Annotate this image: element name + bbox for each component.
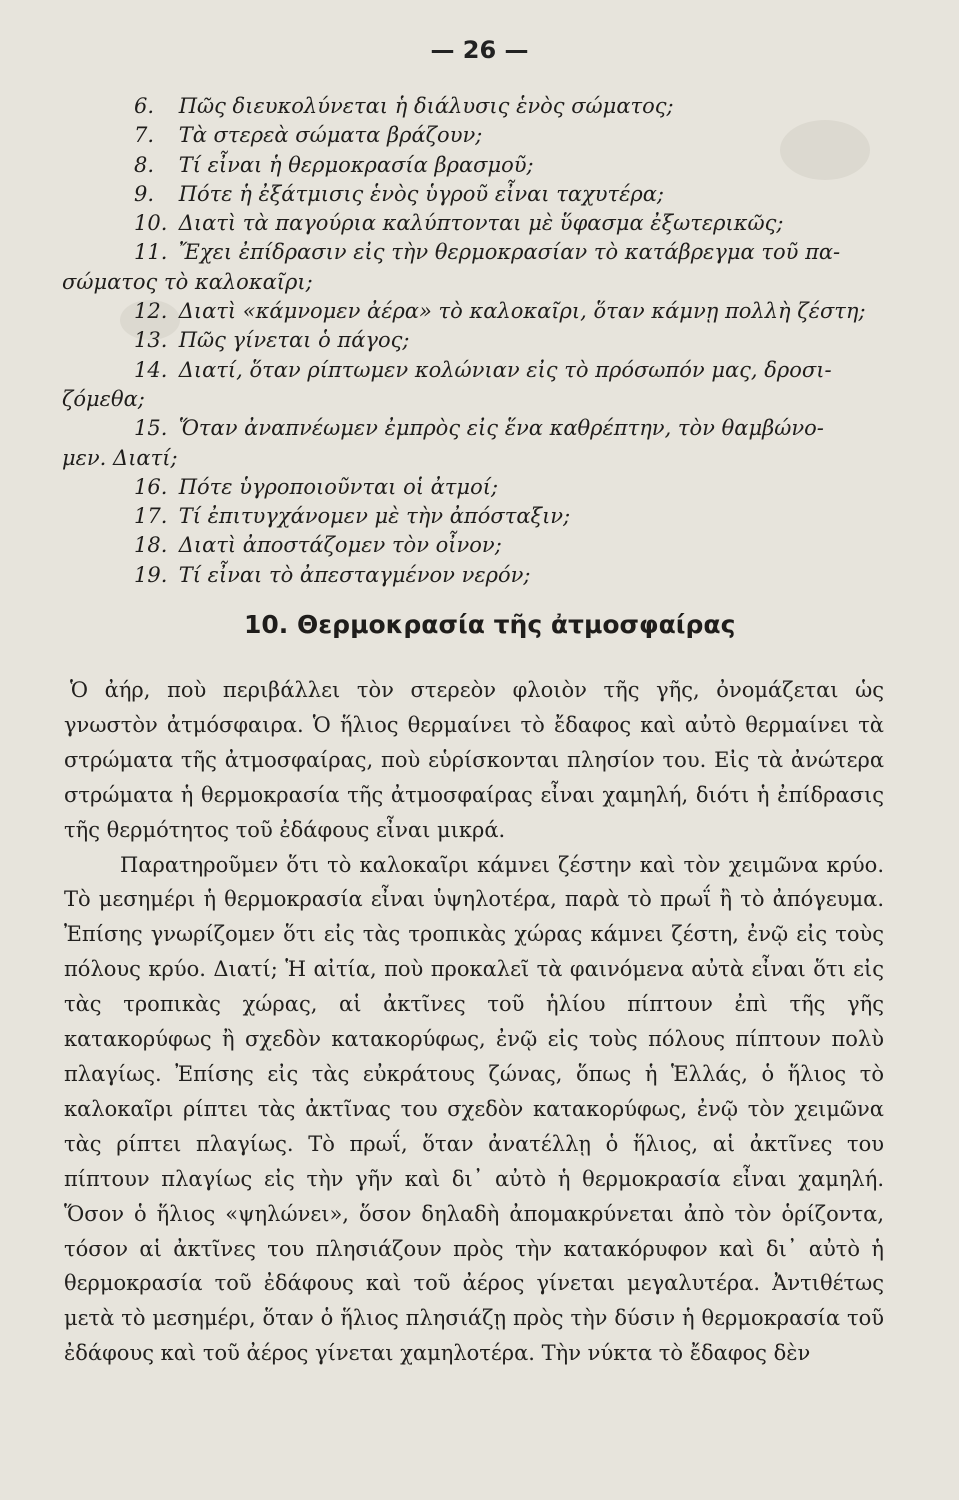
question-item: 9. Πότε ἡ ἐξάτμισις ἑνὸς ὑγροῦ εἶναι ταχυτέρα; [134,181,664,206]
body-text [64,673,884,1371]
question-item: 8. Τί εἶναι ἡ θερμοκρασία βρασμοῦ; [134,152,534,177]
question-item: 13. Πῶς γίνεται ὁ πάγος; [134,328,410,353]
question-item: 12. Διατὶ «κάμνομεν ἀέρα» τὸ καλοκαῖρι, ὅταν κάμνῃ πολλὴ ζέστη; [134,299,866,324]
paragraph: Παρατηροῦμεν ὅτι τὸ καλοκαῖρι κάμνει ζέστην καὶ τὸν χειμῶνα κρύο. Τὸ μεσημέρι ἡ θερμοκρασία εἶναι ὑψηλοτέρα, παρὰ τὸ πρωΐ ἢ τὸ ἀπόγευμα. Ἐπίσης γνωρίζομεν ὅτι εἰς τὰς τροπικὰς χώρας κάμνει ζέστη, ἐνῷ εἰς τοὺς πόλους κρύο. Διατί; Ἡ αἰτία, ποὺ προκαλεῖ τὰ φαινόμενα αὐτὰ εἶναι ὅτι εἰς τὰς τροπικὰς χώρας, αἱ ἀκτῖνες τοῦ ἡλίου πίπτουν ἐπὶ τῆς γῆς κατακορύφως ἢ σχεδὸν κατακορύφως, ἐνῷ εἰς τοὺς πόλους πίπτουν πολὺ πλαγίως. Ἐπίσης εἰς τὰς εὐκράτους ζώνας, ὅπως ἡ Ἑλλάς, ὁ ἥλιος τὸ καλοκαῖρι ρίπτει τὰς ἀκτῖνας του σχεδὸν κατακορύφως, ἐνῷ τὸν χειμῶνα τὰς ρίπτει πλαγίως. Τὸ πρωΐ, ὅταν ἀνατέλλῃ ὁ ἥλιος, αἱ ἀκτῖνες του πίπτουν πλαγίως εἰς τὴν γῆν καὶ δι᾿ αὐτὸ ἡ θερμοκρασία εἶναι χαμηλή. Ὅσον ὁ ἥλιος «ψηλώνει», ὅσον δηλαδὴ ἀπομακρύνεται ἀπὸ τὸν ὁρίζοντα, τόσον αἱ ἀκτῖνες του πλησιάζουν πρὸς τὴν κατακόρυφον καὶ δι᾿ αὐτὸ ἡ θερμοκρασία τοῦ ἐδάφους καὶ τοῦ ἀέρος γίνεται μεγαλυτέρα. Ἀντιθέτως μετὰ τὸ μεσημέρι, ὅταν ὁ ἥλιος πλησιάζῃ πρὸς τὴν δύσιν ἡ θερμοκρασία τοῦ ἐδάφους καὶ τοῦ ἀέρος γίνεται χαμηλοτέρα. Τὴν νύκτα τὸ ἔδαφος δὲν [64,852,884,1366]
question-item: 11. Ἔχει ἐπίδρασιν εἰς τὴν θερμοκρασίαν τὸ κατάβρεγμα τοῦ πα- σώματος τὸ καλοκαῖρι; [62,240,841,294]
question-item: 16. Πότε ὑγροποιοῦνται οἱ ἀτμοί; [134,474,499,499]
question-item: 10. Διατὶ τὰ παγούρια καλύπτονται μὲ ὕφασμα ἐξωτερικῶς; [134,211,784,236]
section-heading [244,610,844,639]
page-number: — 26 — [430,36,529,64]
question-item: 7. Τὰ στερεὰ σώματα βράζουν; [134,123,483,148]
question-item: 14. Διατί, ὅταν ρίπτωμεν κολώνιαν εἰς τὸ πρόσωπόν μας, δροσι- ζόμεθα; [62,357,832,411]
section-number: 10. [244,610,289,639]
question-list [62,92,890,590]
question-item: 18. Διατὶ ἀποστάζομεν τὸν οἶνον; [134,533,502,558]
question-item: 19. Τί εἶναι τὸ ἀπεσταγμένον νερόν; [134,562,531,587]
paragraph: Ὁ ἀήρ, ποὺ περιβάλλει τὸν στερεὸν φλοιὸν τῆς γῆς, ὀνομάζεται ὡς γνωστὸν ἀτμόσφαιρα. Ὁ ἥλιος θερμαίνει τὸ ἔδαφος καὶ αὐτὸ θερμαίνει τὰ στρώματα τῆς ἀτμοσφαίρας, ποὺ εὑρίσκονται πλησίον του. Εἰς τὰ ἀνώτερα στρώματα ἡ θερμοκρασία τῆς ἀτμοσφαίρας εἶναι χαμηλή, διότι ἡ ἐπίδρασις τῆς θερμότητος τοῦ ἐδάφους εἶναι μικρά. [64,678,884,842]
question-item: 6. Πῶς διευκολύνεται ἡ διάλυσις ἑνὸς σώματος; [134,94,674,118]
question-item: 17. Τί ἐπιτυγχάνομεν μὲ τὴν ἀπόσταξιν; [134,504,571,529]
question-item: 15. Ὅταν ἀναπνέωμεν ἐμπρὸς εἰς ἕνα καθρέπτην, τὸν θαμβώνο- μεν. Διατί; [62,416,824,470]
section-title: Θερμοκρασία τῆς ἀτμοσφαίρας [297,610,736,639]
